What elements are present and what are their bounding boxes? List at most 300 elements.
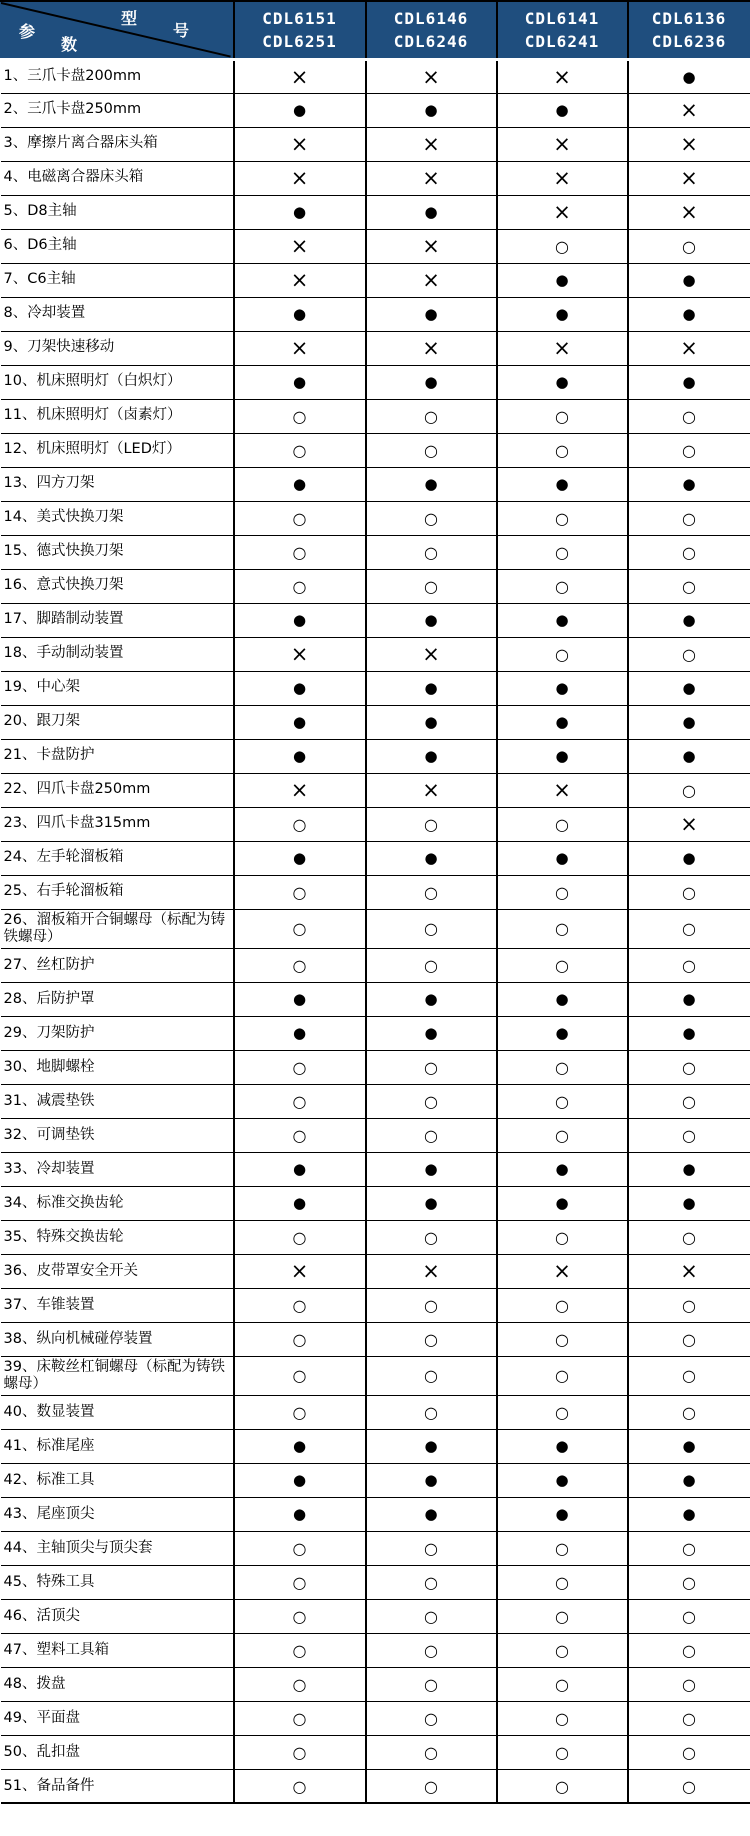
table-row [1, 1288, 750, 1322]
cell-value: ○ [497, 1531, 628, 1565]
cell-value: ○ [234, 1633, 366, 1667]
cell-value: ● [234, 671, 366, 705]
table-row [1, 331, 750, 365]
table-row [1, 59, 750, 93]
cell-value: ○ [234, 1395, 366, 1429]
table-row [1, 1322, 750, 1356]
table-row [1, 909, 750, 948]
cell-value: ○ [497, 399, 628, 433]
cell-value: ● [628, 263, 750, 297]
cell-value: ○ [234, 569, 366, 603]
cell-value: ● [628, 1016, 750, 1050]
row-label: 21、卡盘防护 [1, 739, 234, 773]
table-row [1, 807, 750, 841]
cell-value: ○ [234, 1701, 366, 1735]
row-label: 16、意式快换刀架 [1, 569, 234, 603]
cell-value: × [628, 1254, 750, 1288]
cell-value: ○ [366, 807, 497, 841]
cell-value: ● [366, 1463, 497, 1497]
row-label: 11、机床照明灯（卤素灯） [1, 399, 234, 433]
cell-value: ● [497, 1152, 628, 1186]
cell-value: ● [628, 1497, 750, 1531]
table-row [1, 1565, 750, 1599]
cell-value: ○ [628, 1395, 750, 1429]
cell-value: ● [366, 1186, 497, 1220]
cell-value: ○ [366, 1565, 497, 1599]
cell-value: ○ [366, 399, 497, 433]
cell-value: ● [497, 365, 628, 399]
cell-value: ○ [366, 909, 497, 948]
table-row [1, 535, 750, 569]
cell-value: × [628, 331, 750, 365]
cell-value: ● [497, 1463, 628, 1497]
cell-value: × [497, 59, 628, 93]
model-name: CDL6151 [262, 8, 337, 28]
table-row [1, 1701, 750, 1735]
cell-value: ● [628, 705, 750, 739]
cell-value: × [497, 195, 628, 229]
model-name: CDL6251 [262, 31, 337, 51]
cell-value: ● [234, 1186, 366, 1220]
table-row [1, 297, 750, 331]
cell-value: ○ [366, 1118, 497, 1152]
cell-value: ○ [234, 1735, 366, 1769]
cell-value: ○ [234, 1084, 366, 1118]
row-label: 41、标准尾座 [1, 1429, 234, 1463]
cell-value: ○ [497, 1322, 628, 1356]
cell-value: × [234, 59, 366, 93]
cell-value: × [497, 161, 628, 195]
table-row [1, 948, 750, 982]
cell-value: ○ [234, 1288, 366, 1322]
row-label: 23、四爪卡盘315mm [1, 807, 234, 841]
cell-value: × [234, 1254, 366, 1288]
cell-value: ● [497, 1429, 628, 1463]
cell-value: × [234, 127, 366, 161]
row-label: 43、尾座顶尖 [1, 1497, 234, 1531]
cell-value: ● [497, 982, 628, 1016]
corner-model-label-char1: 型 [121, 9, 138, 28]
table-row [1, 1667, 750, 1701]
cell-value: ○ [497, 807, 628, 841]
cell-value: ● [234, 195, 366, 229]
table-row [1, 569, 750, 603]
row-label: 10、机床照明灯（白炽灯） [1, 365, 234, 399]
cell-value: ● [234, 467, 366, 501]
cell-value: ○ [628, 433, 750, 467]
cell-value: ● [366, 739, 497, 773]
cell-value: ● [628, 467, 750, 501]
corner-model-label-char2: 号 [173, 21, 190, 40]
cell-value: ○ [366, 1050, 497, 1084]
cell-value: ● [497, 603, 628, 637]
cell-value: ● [234, 1429, 366, 1463]
row-label: 46、活顶尖 [1, 1599, 234, 1633]
cell-value: ● [366, 671, 497, 705]
cell-value: × [234, 637, 366, 671]
cell-value: ● [234, 297, 366, 331]
table-row [1, 1395, 750, 1429]
cell-value: ○ [628, 1633, 750, 1667]
cell-value: ● [628, 1152, 750, 1186]
cell-value: ● [366, 1497, 497, 1531]
cell-value: ● [628, 1429, 750, 1463]
cell-value: × [366, 1254, 497, 1288]
cell-value: ○ [628, 1322, 750, 1356]
row-label: 42、标准工具 [1, 1463, 234, 1497]
cell-value: ○ [234, 1667, 366, 1701]
row-label: 1、三爪卡盘200mm [1, 59, 234, 93]
cell-value: ○ [366, 875, 497, 909]
row-label: 30、地脚螺栓 [1, 1050, 234, 1084]
cell-value: ○ [234, 807, 366, 841]
cell-value: ○ [497, 569, 628, 603]
row-label: 47、塑料工具箱 [1, 1633, 234, 1667]
cell-value: ○ [366, 1322, 497, 1356]
cell-value: ○ [497, 1735, 628, 1769]
row-label: 38、纵向机械碰停装置 [1, 1322, 234, 1356]
cell-value: ● [497, 93, 628, 127]
cell-value: ○ [234, 1599, 366, 1633]
cell-value: × [366, 263, 497, 297]
cell-value: ● [234, 1152, 366, 1186]
row-label: 2、三爪卡盘250mm [1, 93, 234, 127]
spec-table-body [1, 59, 750, 1803]
cell-value: ○ [628, 1565, 750, 1599]
cell-value: ○ [628, 1701, 750, 1735]
cell-value: ○ [234, 1220, 366, 1254]
cell-value: ● [234, 1463, 366, 1497]
row-label: 51、备品备件 [1, 1769, 234, 1803]
cell-value: ● [234, 365, 366, 399]
row-label: 12、机床照明灯（LED灯） [1, 433, 234, 467]
cell-value: ○ [497, 1633, 628, 1667]
cell-value: ● [234, 1016, 366, 1050]
model-name: CDL6136 [651, 8, 727, 28]
cell-value: ○ [628, 1288, 750, 1322]
diagonal-line [1, 2, 233, 58]
cell-value: ○ [366, 1735, 497, 1769]
cell-value: ● [628, 603, 750, 637]
cell-value: ○ [234, 399, 366, 433]
cell-value: ● [497, 705, 628, 739]
row-label: 27、丝杠防护 [1, 948, 234, 982]
cell-value: ● [366, 705, 497, 739]
cell-value: ○ [234, 1050, 366, 1084]
corner-param-label-char1: 参 [19, 22, 36, 41]
cell-value: ● [234, 982, 366, 1016]
cell-value: ● [497, 1016, 628, 1050]
table-row [1, 263, 750, 297]
cell-value: × [366, 331, 497, 365]
table-row [1, 739, 750, 773]
corner-cell [1, 1, 234, 59]
table-row [1, 467, 750, 501]
table-row [1, 1531, 750, 1565]
table-row [1, 127, 750, 161]
table-row [1, 433, 750, 467]
cell-value: ○ [497, 433, 628, 467]
table-row [1, 705, 750, 739]
cell-value: ○ [234, 909, 366, 948]
cell-value: ○ [497, 1769, 628, 1803]
cell-value: × [366, 773, 497, 807]
row-label: 20、跟刀架 [1, 705, 234, 739]
cell-value: ○ [628, 1220, 750, 1254]
cell-value: ○ [366, 1667, 497, 1701]
cell-value: ○ [497, 1395, 628, 1429]
table-row [1, 1084, 750, 1118]
cell-value: ○ [497, 1565, 628, 1599]
row-label: 19、中心架 [1, 671, 234, 705]
table-row [1, 1429, 750, 1463]
row-label: 29、刀架防护 [1, 1016, 234, 1050]
cell-value: ○ [497, 1118, 628, 1152]
cell-value: ○ [628, 637, 750, 671]
table-row [1, 982, 750, 1016]
cell-value: × [234, 229, 366, 263]
model-name: CDL6241 [524, 31, 600, 51]
cell-value: ○ [628, 948, 750, 982]
cell-value: × [234, 263, 366, 297]
spec-table-head [1, 1, 750, 59]
cell-value: ○ [497, 1050, 628, 1084]
table-row [1, 1497, 750, 1531]
cell-value: × [628, 161, 750, 195]
table-row [1, 1356, 750, 1395]
cell-value: ● [628, 1463, 750, 1497]
model-name: CDL6246 [393, 31, 469, 51]
cell-value: ● [234, 1497, 366, 1531]
row-label: 26、溜板箱开合铜螺母（标配为铸铁螺母） [1, 909, 234, 948]
row-label: 14、美式快换刀架 [1, 501, 234, 535]
cell-value: × [366, 59, 497, 93]
cell-value: × [234, 773, 366, 807]
row-label: 31、减震垫铁 [1, 1084, 234, 1118]
table-row [1, 1254, 750, 1288]
cell-value: ● [497, 297, 628, 331]
cell-value: ○ [497, 948, 628, 982]
cell-value: ● [234, 603, 366, 637]
model-column-header-1 [234, 1, 366, 59]
cell-value: ○ [628, 535, 750, 569]
cell-value: × [366, 127, 497, 161]
row-label: 50、乱扣盘 [1, 1735, 234, 1769]
table-row [1, 1220, 750, 1254]
cell-value: ○ [628, 1356, 750, 1395]
cell-value: ○ [628, 1735, 750, 1769]
cell-value: × [234, 161, 366, 195]
cell-value: ○ [234, 501, 366, 535]
model-name: CDL6236 [651, 31, 727, 51]
cell-value: ○ [366, 535, 497, 569]
row-label: 28、后防护罩 [1, 982, 234, 1016]
row-label: 6、D6主轴 [1, 229, 234, 263]
cell-value: ● [366, 1429, 497, 1463]
table-row [1, 93, 750, 127]
table-row [1, 1735, 750, 1769]
row-label: 18、手动制动装置 [1, 637, 234, 671]
cell-value: ○ [628, 399, 750, 433]
table-row [1, 875, 750, 909]
cell-value: ○ [628, 875, 750, 909]
cell-value: ○ [628, 501, 750, 535]
cell-value: ○ [366, 1633, 497, 1667]
cell-value: ○ [366, 1288, 497, 1322]
cell-value: ○ [366, 433, 497, 467]
cell-value: ● [234, 93, 366, 127]
cell-value: ○ [234, 1565, 366, 1599]
cell-value: × [628, 127, 750, 161]
row-label: 3、摩擦片离合器床头箱 [1, 127, 234, 161]
model-column-header-2 [366, 1, 497, 59]
corner-param-label-char2: 数 [61, 35, 78, 54]
cell-value: ○ [497, 1220, 628, 1254]
cell-value: ○ [497, 1356, 628, 1395]
model-name: CDL6141 [524, 8, 600, 28]
table-row [1, 1463, 750, 1497]
cell-value: ○ [628, 1050, 750, 1084]
cell-value: ○ [366, 1356, 497, 1395]
table-row [1, 399, 750, 433]
row-label: 33、冷却装置 [1, 1152, 234, 1186]
cell-value: ○ [497, 875, 628, 909]
cell-value: ● [497, 1186, 628, 1220]
cell-value: ○ [497, 1288, 628, 1322]
cell-value: ○ [628, 1769, 750, 1803]
cell-value: ○ [628, 1118, 750, 1152]
cell-value: ○ [234, 948, 366, 982]
cell-value: × [497, 1254, 628, 1288]
cell-value: ● [497, 467, 628, 501]
cell-value: ○ [366, 1220, 497, 1254]
cell-value: × [628, 93, 750, 127]
cell-value: ○ [234, 1118, 366, 1152]
cell-value: ○ [234, 1322, 366, 1356]
cell-value: ○ [366, 1395, 497, 1429]
cell-value: ○ [366, 1084, 497, 1118]
cell-value: ○ [234, 433, 366, 467]
table-row [1, 161, 750, 195]
cell-value: ○ [628, 1531, 750, 1565]
cell-value: ● [366, 365, 497, 399]
cell-value: ○ [628, 1599, 750, 1633]
cell-value: ● [628, 982, 750, 1016]
cell-value: ● [497, 739, 628, 773]
row-label: 22、四爪卡盘250mm [1, 773, 234, 807]
cell-value: ○ [628, 909, 750, 948]
cell-value: ● [366, 603, 497, 637]
cell-value: ○ [497, 909, 628, 948]
cell-value: ○ [497, 1084, 628, 1118]
cell-value: × [628, 195, 750, 229]
cell-value: ○ [234, 1531, 366, 1565]
cell-value: × [366, 637, 497, 671]
row-label: 13、四方刀架 [1, 467, 234, 501]
table-row [1, 229, 750, 263]
row-label: 44、主轴顶尖与顶尖套 [1, 1531, 234, 1565]
row-label: 36、皮带罩安全开关 [1, 1254, 234, 1288]
cell-value: ○ [628, 569, 750, 603]
cell-value: ● [497, 671, 628, 705]
table-row [1, 603, 750, 637]
cell-value: ○ [497, 1667, 628, 1701]
cell-value: ○ [497, 1701, 628, 1735]
table-row [1, 1118, 750, 1152]
cell-value: ● [366, 982, 497, 1016]
cell-value: ○ [497, 501, 628, 535]
cell-value: ● [366, 195, 497, 229]
cell-value: ○ [497, 229, 628, 263]
row-label: 4、电磁离合器床头箱 [1, 161, 234, 195]
cell-value: ● [366, 467, 497, 501]
model-name: CDL6146 [393, 8, 469, 28]
cell-value: ○ [497, 535, 628, 569]
cell-value: ○ [366, 569, 497, 603]
cell-value: ● [497, 841, 628, 875]
table-row [1, 1050, 750, 1084]
row-label: 40、数显装置 [1, 1395, 234, 1429]
cell-value: × [497, 331, 628, 365]
cell-value: ● [497, 1497, 628, 1531]
cell-value: × [234, 331, 366, 365]
model-column-header-3 [497, 1, 628, 59]
row-label: 25、右手轮溜板箱 [1, 875, 234, 909]
table-row [1, 195, 750, 229]
table-row [1, 1186, 750, 1220]
cell-value: ● [628, 59, 750, 93]
cell-value: ○ [628, 1667, 750, 1701]
cell-value: × [366, 229, 497, 263]
row-label: 37、车锥装置 [1, 1288, 234, 1322]
cell-value: ● [628, 365, 750, 399]
cell-value: ○ [234, 1356, 366, 1395]
row-label: 9、刀架快速移动 [1, 331, 234, 365]
cell-value: × [497, 773, 628, 807]
cell-value: ● [628, 1186, 750, 1220]
model-column-header-4 [628, 1, 750, 59]
cell-value: ● [234, 739, 366, 773]
cell-value: ● [366, 1152, 497, 1186]
cell-value: ○ [366, 1599, 497, 1633]
cell-value: ● [497, 263, 628, 297]
cell-value: ● [366, 297, 497, 331]
cell-value: ● [628, 739, 750, 773]
row-label: 15、德式快换刀架 [1, 535, 234, 569]
row-label: 35、特殊交换齿轮 [1, 1220, 234, 1254]
cell-value: ○ [234, 875, 366, 909]
cell-value: ● [366, 1016, 497, 1050]
row-label: 17、脚踏制动装置 [1, 603, 234, 637]
table-row [1, 1599, 750, 1633]
row-label: 45、特殊工具 [1, 1565, 234, 1599]
table-row [1, 1769, 750, 1803]
cell-value: ○ [628, 229, 750, 263]
cell-value: ● [628, 671, 750, 705]
cell-value: ○ [628, 1084, 750, 1118]
table-row [1, 773, 750, 807]
cell-value: ○ [366, 501, 497, 535]
cell-value: ● [628, 297, 750, 331]
cell-value: × [366, 161, 497, 195]
row-label: 24、左手轮溜板箱 [1, 841, 234, 875]
row-label: 34、标准交换齿轮 [1, 1186, 234, 1220]
cell-value: ○ [234, 1769, 366, 1803]
row-label: 7、C6主轴 [1, 263, 234, 297]
table-row [1, 671, 750, 705]
cell-value: ○ [628, 773, 750, 807]
row-label: 8、冷却装置 [1, 297, 234, 331]
